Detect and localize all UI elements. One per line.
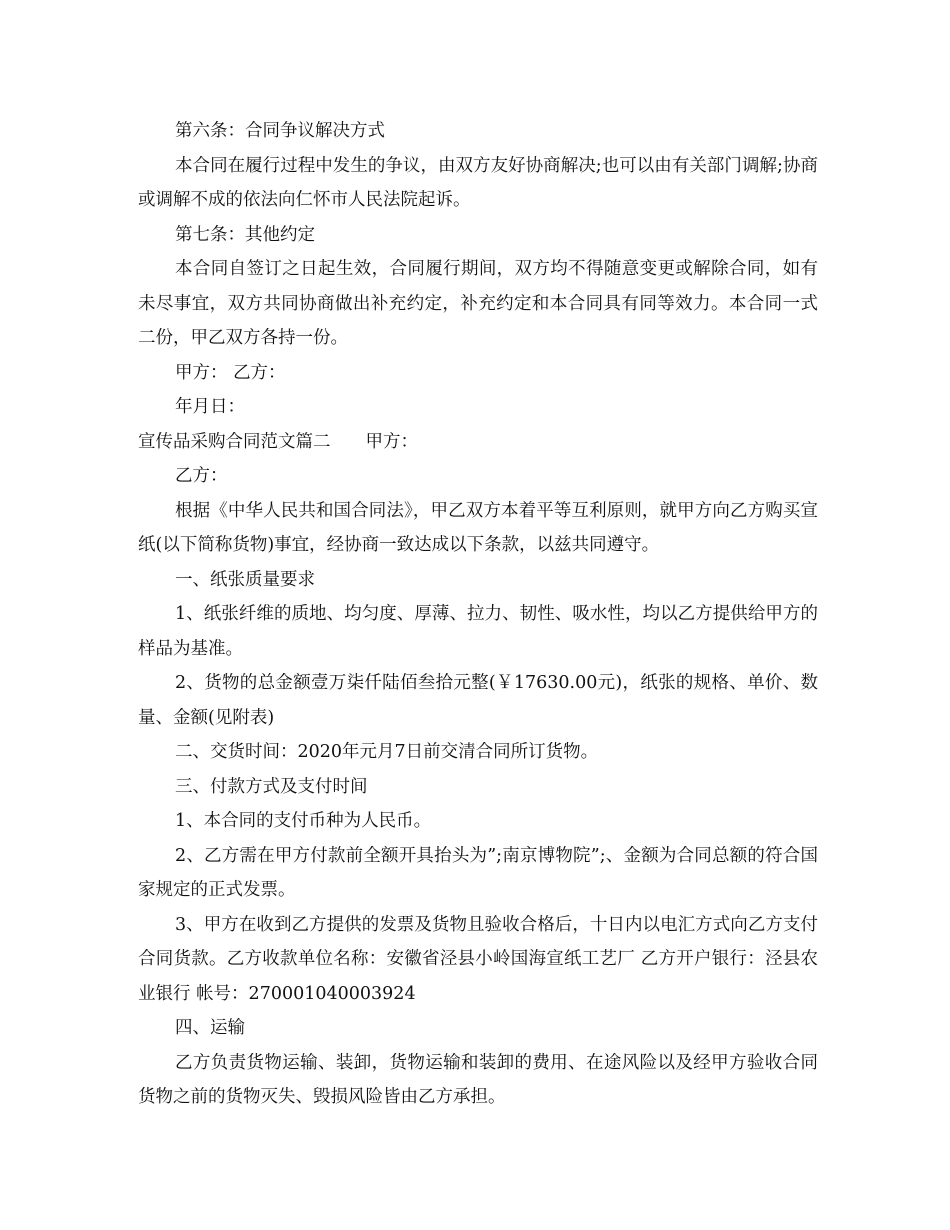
signature-date: 年月日： xyxy=(175,397,245,417)
clause-3-heading: 三、付款方式及支付时间 xyxy=(175,776,368,797)
article-6-body: 本合同在履行过程中发生的争议，由双方友好协商解决;也可以由有关部门调解;协商或调解不成的依法向仁怀市人民法院起诉。 xyxy=(138,155,818,210)
clause-1-heading: 一、纸张质量要求 xyxy=(175,569,315,590)
clause-3-item-1: 1、本合同的支付币种为人民币。 xyxy=(175,811,432,831)
clause-3-item-2: 2、乙方需在甲方付款前全额开具抬头为”;南京博物院”;、金额为合同总额的符合国家规定的正式发票。 xyxy=(138,845,818,900)
clause-4-heading: 四、运输 xyxy=(175,1018,245,1038)
clause-3-item-3: 3、甲方在收到乙方提供的发票及货物且验收合格后，十日内以电汇方式向乙方支付合同货款。乙方收款单位名称：安徽省泾县小岭国海宣纸工艺厂 乙方开户银行：泾县农业银行 帐号：270001040003924 xyxy=(138,914,818,1004)
article-6-heading: 第六条：合同争议解决方式 xyxy=(175,121,385,141)
preamble: 根据《中华人民共和国合同法》，甲乙双方本着平等互利原则，就甲方向乙方购买宣纸(以下简称货物)事宜，经协商一致达成以下条款，以兹共同遵守。 xyxy=(138,500,818,555)
clause-4-body: 乙方负责货物运输、装卸，货物运输和装卸的费用、在途风险以及经甲方验收合同货物之前的货物灭失、毁损风险皆由乙方承担。 xyxy=(138,1052,818,1107)
section-two-title: 宣传品采购合同范文篇二 甲方： xyxy=(138,431,418,452)
article-7-heading: 第七条：其他约定 xyxy=(175,224,315,245)
clause-1-item-1: 1、纸张纤维的质地、均匀度、厚薄、拉力、韧性、吸水性，均以乙方提供给甲方的样品为基准。 xyxy=(138,604,818,659)
clause-2-delivery: 二、交货时间：2020年元月7日前交清合同所订货物。 xyxy=(175,742,599,762)
document-body xyxy=(138,114,818,1115)
clause-1-item-2: 2、货物的总金额壹万柒仟陆佰叁拾元整(￥17630.00元)，纸张的规格、单价、数量、金额(见附表) xyxy=(138,673,818,728)
party-b-line: 乙方： xyxy=(175,466,228,486)
signature-parties: 甲方： 乙方： xyxy=(175,362,286,383)
article-7-body: 本合同自签订之日起生效，合同履行期间，双方均不得随意变更或解除合同，如有未尽事宜，双方共同协商做出补充约定，补充约定和本合同具有同等效力。本合同一式二份，甲乙双方各持一份。 xyxy=(138,259,818,348)
